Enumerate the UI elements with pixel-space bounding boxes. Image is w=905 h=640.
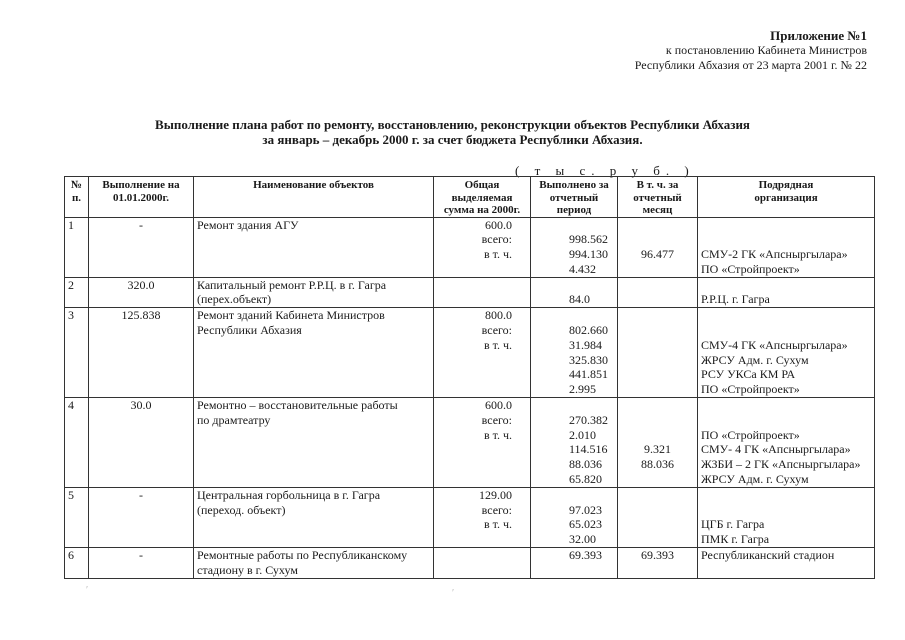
cell-done: -	[89, 548, 194, 579]
cell-period-line: 114.516	[569, 442, 608, 457]
cell-period-line	[569, 488, 614, 503]
cell-period-line: 69.393	[569, 548, 602, 563]
cell-contractor-line: СМУ-4 ГК «Апсныргылара»	[701, 337, 848, 352]
units-label: ( т ы с. р у б. )	[515, 163, 695, 178]
cell-contractor	[698, 548, 875, 579]
table-row	[65, 487, 875, 547]
cell-period-line: 4.432	[569, 261, 596, 276]
cell-name-line: Капитальный ремонт Р.Р.Ц. в г. Гагра	[197, 277, 387, 292]
cell-contractor-line	[701, 488, 871, 503]
cell-total-line: 800.0	[485, 308, 512, 323]
cell-name-line: Ремонтно – восстановительные работы	[197, 398, 398, 413]
cell-contractor	[698, 398, 875, 488]
cell-total-line: в т. ч.	[483, 337, 512, 352]
cell-period-line: 441.851	[569, 367, 608, 382]
cell-period-line: 270.382	[569, 412, 608, 427]
cell-month-line	[621, 232, 694, 247]
cell-period-line: 2.995	[569, 382, 596, 397]
cell-period-line: 88.036	[569, 457, 602, 472]
cell-total-line: 129.00	[479, 487, 512, 502]
cell-contractor	[698, 217, 875, 277]
cell-period	[531, 308, 618, 398]
cell-contractor-line	[701, 218, 871, 233]
cell-total	[434, 217, 531, 277]
cell-contractor-line: СМУ- 4 ГК «Апсныргылара»	[701, 442, 851, 457]
header-name: Наименование объектов	[194, 177, 434, 218]
cell-period	[531, 398, 618, 488]
works-table	[64, 176, 875, 579]
table-row	[65, 217, 875, 277]
cell-total	[434, 277, 531, 308]
cell-total-line: всего:	[481, 502, 512, 517]
cell-total	[434, 487, 531, 547]
cell-done: -	[89, 217, 194, 277]
cell-month	[618, 217, 698, 277]
cell-name	[194, 217, 434, 277]
cell-contractor-line: Р.Р.Ц. г. Гагра	[701, 292, 770, 307]
cell-done: 320.0	[89, 277, 194, 308]
cell-period	[531, 217, 618, 277]
cell-contractor-line	[701, 413, 871, 428]
cell-month-line	[621, 428, 694, 443]
cell-contractor-line	[701, 278, 871, 293]
cell-month-line	[621, 218, 694, 233]
cell-total-line: всего:	[481, 412, 512, 427]
table-header-row	[65, 177, 875, 218]
title-line-1: Выполнение плана работ по ремонту, восстановлению, реконструкции объектов Республики Абхазия	[155, 117, 750, 132]
cell-no: 2	[65, 277, 89, 308]
cell-total-line: всего:	[481, 323, 512, 338]
table-row	[65, 308, 875, 398]
cell-period	[531, 487, 618, 547]
cell-contractor	[698, 487, 875, 547]
cell-contractor-line: РСУ УКСа КМ РА	[701, 367, 796, 382]
cell-contractor-line: ПО «Стройпроект»	[701, 382, 800, 397]
scan-speck: ʹ	[452, 588, 455, 599]
cell-contractor-line: ПО «Стройпроект»	[701, 427, 800, 442]
cell-month-line: 96.477	[641, 247, 674, 262]
cell-contractor-line: ПМК г. Гагра	[701, 532, 770, 547]
cell-month-line: 88.036	[641, 457, 674, 472]
table-row	[65, 277, 875, 308]
cell-name	[194, 277, 434, 308]
cell-period-line	[569, 308, 614, 323]
cell-period-line: 65.023	[569, 517, 602, 532]
table-row	[65, 398, 875, 488]
cell-contractor-line	[701, 503, 871, 518]
cell-period-line	[569, 278, 614, 293]
cell-total	[434, 308, 531, 398]
cell-period-line: 998.562	[569, 232, 608, 247]
cell-month	[618, 277, 698, 308]
cell-total-line: в т. ч.	[483, 517, 512, 532]
cell-month-line	[621, 413, 694, 428]
cell-month-line	[621, 398, 694, 413]
cell-name-line: Центральная горбольница в г. Гагра	[197, 487, 381, 502]
cell-total-line: всего:	[481, 232, 512, 247]
cell-no: 6	[65, 548, 89, 579]
cell-contractor-line: ЖРСУ Адм. г. Сухум	[701, 352, 809, 367]
cell-contractor	[698, 277, 875, 308]
appendix-line-1: к постановлению Кабинета Министров	[665, 43, 867, 57]
header-month: В т. ч. за отчетный месяц	[618, 177, 698, 218]
cell-no: 4	[65, 398, 89, 488]
cell-month	[618, 308, 698, 398]
cell-done: 30.0	[89, 398, 194, 488]
cell-name-line: (переход. объект)	[197, 502, 286, 517]
cell-done: -	[89, 487, 194, 547]
cell-month	[618, 548, 698, 579]
cell-total-line: в т. ч.	[483, 247, 512, 262]
header-total: Общая выделяемая сумма на 2000г.	[434, 177, 531, 218]
cell-period-line: 31.984	[569, 337, 602, 352]
document-title	[0, 117, 905, 147]
cell-name-line: Ремонт здания АГУ	[197, 217, 299, 232]
appendix-line-2: Республики Абхазия от 23 марта 2001 г. № 22	[634, 58, 867, 72]
cell-total	[434, 398, 531, 488]
appendix-header	[635, 28, 867, 73]
cell-name	[194, 308, 434, 398]
cell-no: 5	[65, 487, 89, 547]
header-period: Выполнено за отчетный период	[531, 177, 618, 218]
cell-period-line: 2.010	[569, 427, 596, 442]
cell-name-line: стадиону в г. Сухум	[197, 562, 298, 577]
cell-month-line: 9.321	[644, 442, 671, 457]
cell-name-line: по драмтеатру	[197, 412, 271, 427]
cell-contractor-line: ЖЗБИ – 2 ГК «Апсныргылара»	[701, 457, 861, 472]
header-done: Выполнение на 01.01.2000г.	[89, 177, 194, 218]
cell-total-line: 600.0	[485, 398, 512, 413]
cell-done: 125.838	[89, 308, 194, 398]
cell-period-line: 994.130	[569, 247, 608, 262]
cell-total-line: в т. ч.	[483, 427, 512, 442]
cell-contractor-line: Республиканский стадион	[701, 548, 835, 563]
cell-name-line: Ремонтные работы по Республиканскому	[197, 548, 408, 563]
scan-speck: ʹ	[86, 585, 89, 596]
cell-contractor	[698, 308, 875, 398]
cell-no: 3	[65, 308, 89, 398]
cell-contractor-line	[701, 323, 871, 338]
cell-month	[618, 487, 698, 547]
cell-contractor-line	[701, 232, 871, 247]
cell-name-line: (перех.объект)	[197, 292, 272, 307]
cell-period-line: 325.830	[569, 352, 608, 367]
cell-no: 1	[65, 217, 89, 277]
cell-name	[194, 398, 434, 488]
cell-period-line: 65.820	[569, 472, 602, 487]
cell-contractor-line	[701, 308, 871, 323]
cell-total-line: 600.0	[485, 217, 512, 232]
cell-month	[618, 398, 698, 488]
cell-period-line	[569, 218, 614, 233]
appendix-title: Приложение №1	[770, 28, 867, 43]
cell-name-line: Республики Абхазия	[197, 323, 302, 338]
table-row	[65, 548, 875, 579]
cell-name-line: Ремонт зданий Кабинета Министров	[197, 308, 385, 323]
cell-contractor-line: ЦГБ г. Гагра	[701, 517, 765, 532]
cell-name	[194, 487, 434, 547]
cell-contractor-line: ЖРСУ Адм. г. Сухум	[701, 472, 809, 487]
cell-period-line: 84.0	[569, 292, 590, 307]
cell-contractor-line	[701, 398, 871, 413]
cell-period-line: 32.00	[569, 532, 596, 547]
header-no: № п.	[65, 177, 89, 218]
title-line-2: за январь – декабрь 2000 г. за счет бюджета Республики Абхазия.	[262, 132, 643, 147]
header-contractor: Подрядная организация	[698, 177, 875, 218]
cell-contractor-line: ПО «Стройпроект»	[701, 261, 800, 276]
cell-period	[531, 548, 618, 579]
cell-total	[434, 548, 531, 579]
cell-period-line	[569, 398, 614, 413]
cell-contractor-line: СМУ-2 ГК «Апсныргылара»	[701, 247, 848, 262]
cell-month-line: 69.393	[641, 548, 674, 563]
cell-name	[194, 548, 434, 579]
cell-period-line: 802.660	[569, 323, 608, 338]
cell-period-line: 97.023	[569, 502, 602, 517]
cell-period	[531, 277, 618, 308]
